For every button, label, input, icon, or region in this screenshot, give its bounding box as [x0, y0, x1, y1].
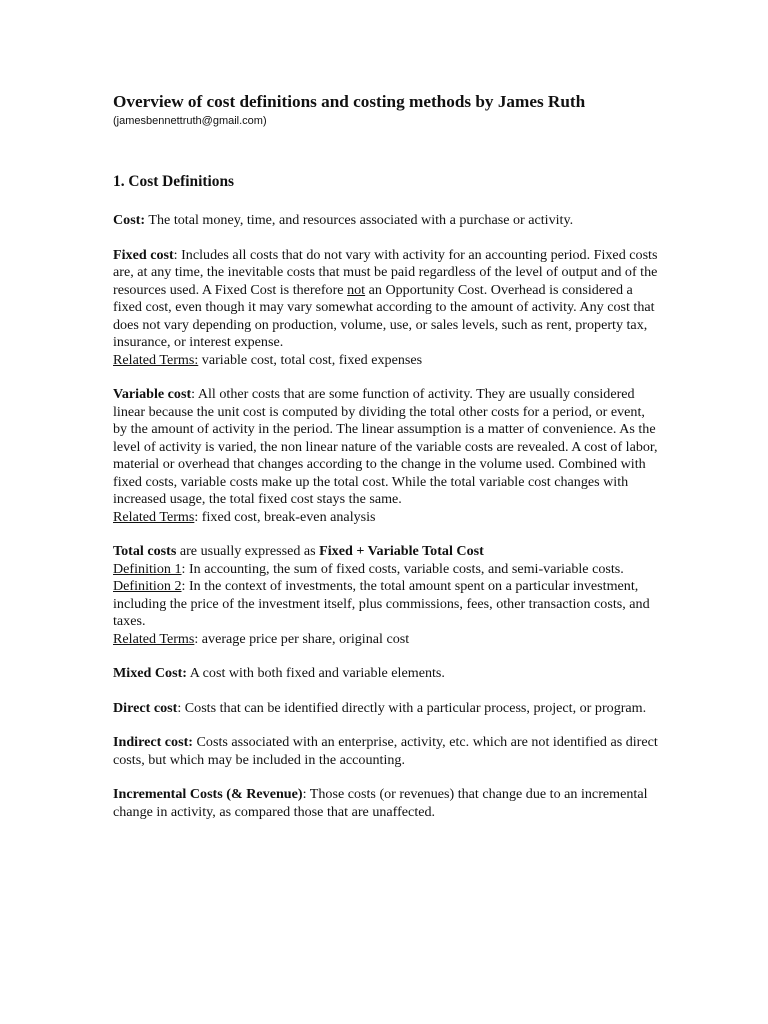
definition-fixed-cost [113, 247, 658, 370]
definition-mixed-cost [113, 665, 658, 683]
term-label: Incremental Costs (& Revenue) [113, 786, 303, 802]
term-label: Fixed cost [113, 246, 174, 263]
definition-text: are usually expressed as [176, 543, 320, 559]
definition-text: : Includes all costs that do not vary with activity for an accounting period. Fixed costs are, at any time, the inevitable costs that must be paid regardless of the level of output and of the resources used. A Fixed Cost is therefore [113, 246, 658, 298]
total-cost-formula: Fixed + Variable Total Cost [319, 543, 484, 559]
emphasis-not: not [347, 281, 366, 298]
definition-text: : Costs that can be identified directly with a particular process, project, or program. [177, 699, 647, 716]
definition-text: The total money, time, and resources associated with a purchase or activity. [145, 212, 574, 228]
document-page [113, 92, 658, 838]
term-label: Mixed Cost: [113, 665, 187, 681]
definition-text: : All other costs that are some function of activity. They are usually considered linear because the unit cost is computed by dividing the total other costs for a period, or event, by the amount of activity in the period. The linear assumption is a matter of convenience. As the level of activity is varied, the non linear nature of the variable costs are revealed. A cost of labor, material or overhead that changes according to the change in the volume used. Combined with fixed costs, variable costs make up the total cost. While the total variable cost changes with increased usage, the total fixed cost stays the same. [113, 386, 658, 507]
related-terms-line [113, 509, 658, 527]
definition-2-line [113, 578, 658, 631]
definition-1-line [113, 561, 658, 579]
document-title: Overview of cost definitions and costing methods by James Ruth [113, 92, 586, 111]
section-heading-cost-definitions: 1. Cost Definitions [113, 173, 234, 190]
term-label: Indirect cost: [113, 734, 193, 750]
definition-text: Costs associated with an enterprise, activity, etc. which are not identified as direct costs, but which may be included in the accounting. [113, 734, 658, 768]
definition-variable-cost [113, 386, 658, 526]
term-label: Total costs [113, 543, 177, 559]
definition-2-text: : In the context of investments, the total amount spent on a particular investment, including the price of the investment itself, plus commissions, fees, other transaction costs, and taxes. [113, 578, 650, 629]
term-label: Variable cost [113, 386, 192, 402]
definition-incremental-costs [113, 786, 658, 821]
definition-cost [113, 212, 658, 230]
related-terms-text: variable cost, total cost, fixed expenses [198, 351, 423, 368]
definition-text: an Opportunity Cost. Overhead is considered a fixed cost, even though it may vary somewhat according to the amount of activity. Any cost that does not vary depending on production, volume, use, or sales levels, such as rent, property tax, insurance, or interest expense. [113, 281, 655, 350]
definition-1-text: : In accounting, the sum of fixed costs, variable costs, and semi-variable costs. [181, 560, 624, 577]
related-terms-label: Related Terms [113, 630, 195, 647]
definition-total-costs [113, 543, 658, 648]
definition-text: A cost with both fixed and variable elements. [186, 665, 445, 681]
definition-direct-cost [113, 700, 658, 718]
related-terms-line [113, 352, 658, 370]
definition-text: : Those costs (or revenues) that change due to an incremental change in activity, as compared those that are unaffected. [113, 786, 648, 820]
related-terms-label: Related Terms [113, 508, 195, 525]
related-terms-text: : average price per share, original cost [194, 630, 410, 647]
related-terms-text: : fixed cost, break-even analysis [194, 508, 376, 525]
definition-2-label: Definition 2 [113, 578, 182, 594]
definition-indirect-cost [113, 734, 658, 769]
definitions-list [113, 212, 658, 821]
term-label: Cost: [113, 212, 146, 228]
term-label: Direct cost [113, 699, 178, 716]
author-email: (jamesbennettruth@gmail.com) [113, 115, 267, 127]
related-terms-line [113, 631, 658, 649]
related-terms-label: Related Terms: [113, 351, 199, 368]
definition-1-label: Definition 1 [113, 560, 182, 577]
